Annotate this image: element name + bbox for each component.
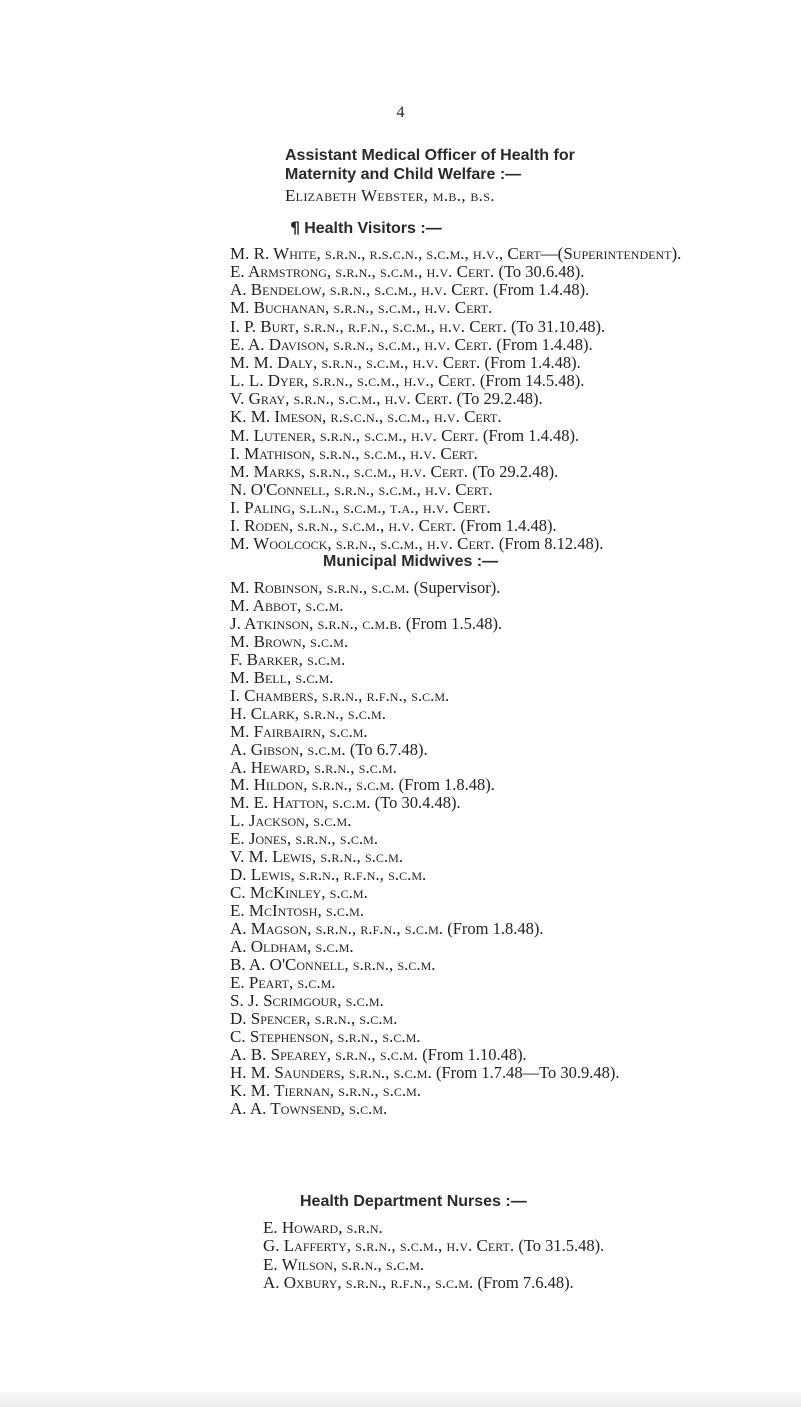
list-item: A. Gibson, s.c.m. (To 6.7.48).	[230, 739, 428, 759]
health-visitors-title: Health Visitors :—	[304, 220, 442, 237]
list-item: M. R. White, s.r.n., r.s.c.n., s.c.m., h.v., Cert—(Superintendent).	[230, 244, 682, 263]
list-item: L. L. Dyer, s.r.n., s.c.m., h.v., Cert. (From 14.5.48).	[230, 371, 585, 391]
list-item: A. Bendelow, s.r.n., s.c.m., h.v. Cert. (From 1.4.48).	[230, 280, 590, 300]
list-item: B. A. O'Connell, s.r.n., s.c.m.	[230, 954, 436, 974]
health-visitors-heading	[290, 218, 442, 238]
list-item: J. Atkinson, s.r.n., c.m.b. (From 1.5.48).	[230, 613, 503, 633]
list-item: V. M. Lewis, s.r.n., s.c.m.	[230, 847, 404, 867]
list-item: M. Brown, s.c.m.	[230, 631, 349, 651]
list-item: M. Bell, s.c.m.	[230, 667, 334, 687]
page-number: 4	[396, 104, 405, 121]
list-item: K. M. Tiernan, s.r.n., s.c.m.	[230, 1080, 421, 1100]
list-item: A. Magson, s.r.n., r.f.n., s.c.m. (From 1.8.48).	[230, 919, 544, 939]
list-item: M. Woolcock, s.r.n., s.c.m., h.v. Cert. (From 8.12.48).	[230, 534, 604, 554]
list-item: M. Hildon, s.r.n., s.c.m. (From 1.8.48).	[230, 775, 495, 795]
list-item: E. Armstrong, s.r.n., s.c.m., h.v. Cert. (To 30.6.48).	[230, 262, 585, 282]
list-item: M. Lutener, s.r.n., s.c.m., h.v. Cert. (From 1.4.48).	[230, 425, 580, 445]
nurses-heading: Health Department Nurses :—	[300, 1193, 527, 1210]
list-item: I. Chambers, s.r.n., r.f.n., s.c.m.	[230, 685, 450, 705]
pilcrow-icon: ¶	[290, 218, 301, 237]
list-item: E. McIntosh, s.c.m.	[230, 901, 365, 921]
list-item: M. Marks, s.r.n., s.c.m., h.v. Cert. (To 29.2.48).	[230, 461, 559, 481]
list-item: S. J. Scrimgour, s.c.m.	[230, 990, 384, 1010]
list-item: E. Peart, s.c.m.	[230, 972, 336, 992]
list-item: V. Gray, s.r.n., s.c.m., h.v. Cert. (To 29.2.48).	[230, 389, 543, 409]
list-item: I. Mathison, s.r.n., s.c.m., h.v. Cert.	[230, 443, 478, 463]
list-item: D. Lewis, s.r.n., r.f.n., s.c.m.	[230, 865, 427, 885]
list-item: L. Jackson, s.c.m.	[230, 811, 352, 831]
list-item: D. Spencer, s.r.n., s.c.m.	[230, 1008, 398, 1028]
list-item: E. A. Davison, s.r.n., s.c.m., h.v. Cert. (From 1.4.48).	[230, 334, 593, 354]
midwives-heading: Municipal Midwives :—	[323, 553, 499, 570]
list-item: M. E. Hatton, s.c.m. (To 30.4.48).	[230, 793, 461, 813]
list-item: M. Abbot, s.c.m.	[230, 595, 344, 615]
list-item: A. Heward, s.r.n., s.c.m.	[230, 757, 397, 777]
list-item: M. M. Daly, s.r.n., s.c.m., h.v. Cert. (From 1.4.48).	[230, 352, 581, 372]
list-item: A. Oldham, s.c.m.	[230, 937, 354, 956]
list-item: M. Buchanan, s.r.n., s.c.m., h.v. Cert.	[230, 298, 493, 318]
amo-heading-line2: Maternity and Child Welfare :—	[285, 166, 522, 183]
list-item: E. Jones, s.r.n., s.c.m.	[230, 829, 379, 849]
list-item: I. P. Burt, s.r.n., r.f.n., s.c.m., h.v. Cert. (To 31.10.48).	[230, 316, 606, 336]
list-item: M. Fairbairn, s.c.m.	[230, 721, 368, 741]
list-item: E. Howard, s.r.n.	[263, 1218, 383, 1237]
list-item: F. Barker, s.c.m.	[230, 649, 346, 669]
list-item: E. Wilson, s.r.n., s.c.m.	[263, 1254, 425, 1274]
list-item: G. Lafferty, s.r.n., s.c.m., h.v. Cert. (To 31.5.48).	[263, 1236, 605, 1256]
list-item: N. O'Connell, s.r.n., s.c.m., h.v. Cert.	[230, 479, 493, 499]
list-item: C. McKinley, s.c.m.	[230, 883, 368, 903]
list-item: A. Oxbury, s.r.n., r.f.n., s.c.m. (From 7.6.48).	[263, 1272, 574, 1292]
amo-heading-line1: Assistant Medical Officer of Health for	[285, 147, 575, 164]
list-item: C. Stephenson, s.r.n., s.c.m.	[230, 1026, 421, 1046]
list-item: M. Robinson, s.r.n., s.c.m. (Supervisor).	[230, 578, 501, 597]
amo-name: Elizabeth Webster, m.b., b.s.	[285, 186, 495, 205]
list-item: A. A. Townsend, s.c.m.	[230, 1098, 388, 1118]
list-item: I. Paling, s.l.n., s.c.m., t.a., h.v. Cert.	[230, 498, 491, 518]
list-item: H. Clark, s.r.n., s.c.m.	[230, 703, 386, 723]
list-item: K. M. Imeson, r.s.c.n., s.c.m., h.v. Cert.	[230, 407, 502, 427]
page-bottom-edge	[0, 1392, 801, 1407]
list-item: A. B. Spearey, s.r.n., s.c.m. (From 1.10.48).	[230, 1044, 527, 1064]
list-item: H. M. Saunders, s.r.n., s.c.m. (From 1.7.48—To 30.9.48).	[230, 1062, 620, 1082]
list-item: I. Roden, s.r.n., s.c.m., h.v. Cert. (From 1.4.48).	[230, 516, 557, 536]
